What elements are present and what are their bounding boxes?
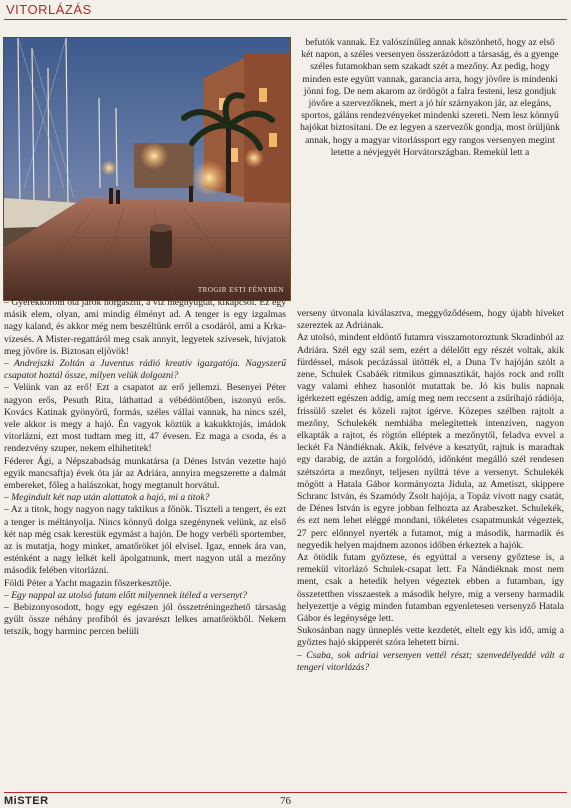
- header-rule: [4, 19, 567, 20]
- magazine-name: MiSTER: [4, 795, 49, 807]
- article-photo: [3, 37, 291, 301]
- question-paragraph: – Megindult két nap után alattatok a hajó, mi a titok?: [4, 492, 210, 504]
- paragraph: Az ötödik futam győztese, és egyúttal a verseny győztese is, a remekül vitorlázó Schulek-csapat lett. Fa Nándiéknak most nem ment, csak a hetedik helyen végeztek ebben a futamban, így összetettben visszaestek a második helyre, míg a verseny harmadik helyezettje a végig minden futamban egyenletesen versenyző Hatala Gábor és legénysége lett.: [297, 552, 564, 625]
- photo-caption: TROGIR ESTI FÉNYBEN: [197, 286, 284, 294]
- paragraph: Sukosánban nagy ünneplés vette kezdetét, eltelt egy kis idő, amíg a győztes hajó skipperét szóra lehetett bírni.: [297, 625, 564, 649]
- paragraph: Földi Péter a Yacht magazin főszerkesztője.: [4, 577, 172, 589]
- question-paragraph: – Egy nappal az utolsó futam előtt milyennek ítéled a versenyt?: [4, 589, 247, 601]
- section-title: VITORLÁZÁS: [6, 2, 92, 17]
- paragraph: – Velünk van az erő! Ezt a csapatot az erő jellemzi. Besenyei Péter nagyon erős, Pesuth Rita, láthattad a vébédöntőben, iszonyú erős. Kovács Katinak gyönyörű, formás, széles vállai vannak, ha nincs szél, vele akkor is megy a hajó. Én vagyok köztük a kakukktojás, imádok vitorlázni, ezt most tudtam meg itt, 47 évesen. Ez maga a csoda, és a rendezvény szuper, nekem elhihetitek!: [4, 382, 286, 455]
- paragraph: Az utolsó, mindent eldöntő futamra visszamotoroztunk Skradinból az Adriára. Szél egy szál sem, ezért a délelőtt egy részét voltak, akik fürdéssel, mások pecázással ütötték el, a Duna Tv hajóján szólt a zene, Schulek Csabáék ritmikus gimnasztikát, hajós rock and rollt vagy valami ehhez hasonlót mutattak be. Jó kis bulis napnak ígérkezett egészen addig, amíg meg nem reccsent a zsűrihajó rádiója, frissülő szelet és közeli rajtot ígérve. Közepes szélben rajtolt a mezőny, Schulekék nemhiába melegítettek intenzíven, nagyon elkapták a rajtot, és rögtön elléptek a mezőnytől, feladva evvel a leckét Fa Nándiéknak. Akik, felvéve a kesztyűt, rajtuk is maradtak egy darabig, de aztán a forgolódó, időnként megálló szél rendesen szétszórta a mezőnyt, teljesen nyílttá téve a versenyt. Schulekék mögött a Hatala Gábor kormányozta Jidula, az Ametiszt, skippere Schranc István, és Szamódy Zsolt hajója, a Topáz vívott nagy csatát, de Dénes István is egyre jobban felhozta az Arabeszket. Schulekék, és ezt nem lehet eléggé mondani, tökéletes csapatmunkát végeztek, 27 perc előnnyel nyerték a futamot, míg a második, harmadik és negyedik helyen majdnem azonos időben érkeztek a hajók.: [297, 332, 564, 551]
- page-number: 76: [280, 795, 291, 807]
- footer-rule: [4, 792, 567, 793]
- paragraph: – Gyerekkorom óta járok horgászni, a víz megnyugtat, kikapcsol. Ez egy másik elem, olyan, ami mindig élményt ad. A tenger is egy izgalmas nagy kaland, és akkor még nem beszéltünk erről a csodáról, ami a Krka-vízesés. A Mister-regattáról meg csak annyit, legyetek szívesek, hívjatok meg jövőre is. Biztosan eljövök!: [4, 297, 286, 357]
- paragraph: – Bebizonyosodott, hogy egy egészen jól összetréningezhető társaság gyűlt össze néhány profiból és javarészt lelkes amatőrökből. Nekem tetszik, hogy harminc percen belüli: [4, 602, 286, 638]
- paragraph: Féderer Ági, a Népszabadság munkatársa (a Dénes István vezette hajó egyik mancsaftja) évek óta jár az Adriára, annyira megszerette a dalmát embereket, főleg a halászokat, hogy megtanult horvátul.: [4, 455, 286, 492]
- paragraph: – Az a titok, hogy nagyon nagy taktikus a főnök. Tiszteli a tengert, és ezt a tenger is méltányolja. Nincs könnyű dolga szegénynek velünk, az első két nap még csak kerestük egymást a hajón. De hogy verbéli sportember, az is mutatja, hogy minket, amatőröket jól elvisel. Igaz, ennek ára van, esténként a nagy lelkét kell ápolgatnunk, mert nagyon utál a mezőny második felében vitorlázni.: [4, 504, 286, 577]
- right-column: [297, 308, 564, 674]
- question-paragraph: – Andrejszki Zoltán a Juventus rádió kreatív igazgatója. Nagyszerű csapatot hoztál össze, milyen velük dolgozni?: [4, 358, 286, 382]
- paragraph: verseny útvonala kiválasztva, meggyőződésem, hogy újabb híveket szereztek az Adriának.: [297, 308, 564, 332]
- question-paragraph: – Csaba, sok adriai versenyen vettél részt; szenvedélyeddé vált a tengeri vitorlázás?: [297, 649, 564, 673]
- right-column-top: [300, 37, 560, 159]
- paragraph: befutók vannak. Ez valószínűleg annak köszönhető, hogy az első két napon, a széles versenyen összerázódott a társaság, és a gyenge széles futamokban sem szakadt szét a mezőny. Az pedig, hogy minden este együtt vannak, garancia arra, hogy jövőre is mindenki jönni fog. De nem akarom az ördögöt a falra festeni, lesz gondjuk jövőre a szervezőknek, mert a jó hír szárnyakon jár, az elegáns, sportos, gáláns rendezvényeket mindenki szereti. Nem lesz könnyű hajókat biztosítani. De ez legyen a szervezők gondja, most örüljünk annak, hogy a magyar vitorlássport egy rangos versenyen megint letette a névjegyét Horvátországban. Remekül lett a: [300, 37, 560, 158]
- left-column: [4, 297, 286, 639]
- trogir-night-photo: [4, 38, 290, 300]
